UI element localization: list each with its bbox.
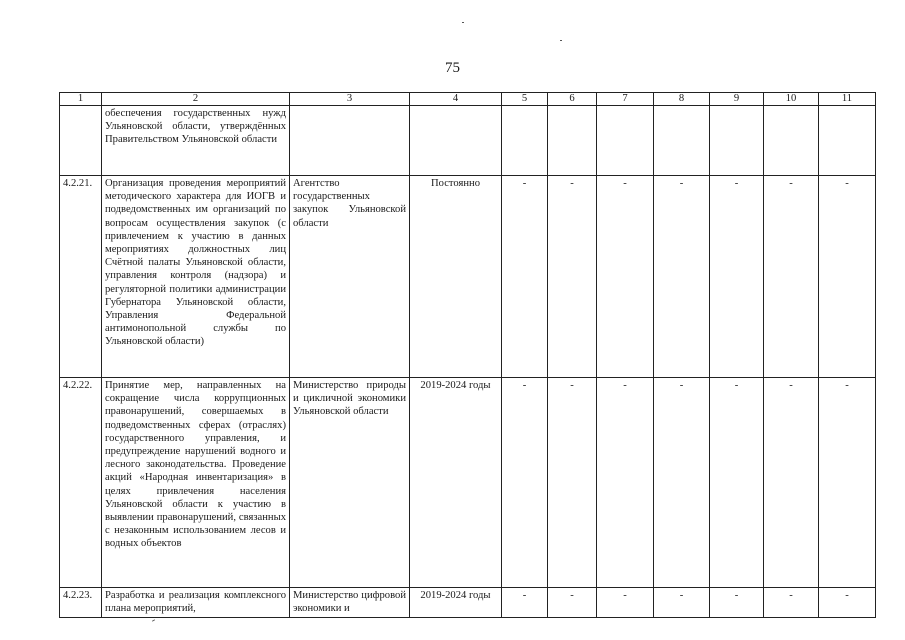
cell-description: Организация проведения мероприятий методического характера для ИОГВ и подведомственных им организаций по вопросам осуществления закупок (с привлечением к участию в данных мероприятиях должностных лиц Счётной палаты Ульяновской области, управления контроля (надзора) и регуляторной политики администрации Губернатора Ульяновской области, Управления Федеральной антимонопольной службы по Ульяновской области) (102, 176, 290, 378)
cell-6 (548, 106, 597, 176)
cell-num: 4.2.21. (60, 176, 102, 378)
cell-num (60, 106, 102, 176)
scan-speck (462, 22, 464, 23)
scan-speck (152, 619, 155, 621)
cell-7: - (597, 378, 654, 588)
cell-num: 4.2.22. (60, 378, 102, 588)
cell-7 (597, 106, 654, 176)
col-header-7: 7 (597, 93, 654, 106)
cell-num: 4.2.23. (60, 588, 102, 618)
cell-description: Принятие мер, направленных на сокращение числа коррупционных правонарушений, совершаемых в подведомственных сферах (отраслях) государственного управления, и предупреждение нарушений водного и лесного законодательства. Проведение акций «Народная инвентаризация» в целях привлечения населения Ульяновской области к участию в выявлении правонарушений, связанных с незаконным использованием лесов и водных объектов (102, 378, 290, 588)
col-header-8: 8 (654, 93, 710, 106)
cell-5: - (502, 588, 548, 618)
cell-9: - (710, 588, 764, 618)
cell-11: - (819, 176, 876, 378)
cell-11 (819, 106, 876, 176)
cell-9: - (710, 176, 764, 378)
cell-9: - (710, 378, 764, 588)
header-row (60, 93, 876, 106)
cell-term: Постоянно (410, 176, 502, 378)
col-header-2: 2 (102, 93, 290, 106)
cell-description: обеспечения государственных нужд Ульяновской области, утверждённых Правительством Ульяновской области (102, 106, 290, 176)
cell-9 (710, 106, 764, 176)
table-row (60, 588, 876, 618)
cell-5: - (502, 176, 548, 378)
cell-executor: Министерство природы и цикличной экономики Ульяновской области (290, 378, 410, 588)
cell-7: - (597, 176, 654, 378)
cell-term: 2019-2024 годы (410, 588, 502, 618)
col-header-6: 6 (548, 93, 597, 106)
cell-description: Разработка и реализация комплексного плана мероприятий, (102, 588, 290, 618)
plan-table (59, 92, 876, 618)
cell-10: - (764, 378, 819, 588)
cell-11: - (819, 588, 876, 618)
cell-6: - (548, 176, 597, 378)
cell-8: - (654, 176, 710, 378)
col-header-10: 10 (764, 93, 819, 106)
page-number: 75 (445, 60, 460, 76)
col-header-3: 3 (290, 93, 410, 106)
cell-10: - (764, 588, 819, 618)
cell-executor: Министерство цифровой экономики и (290, 588, 410, 618)
cell-6: - (548, 378, 597, 588)
cell-6: - (548, 588, 597, 618)
col-header-5: 5 (502, 93, 548, 106)
col-header-4: 4 (410, 93, 502, 106)
cell-executor: Агентство государственных закупок Ульяновской области (290, 176, 410, 378)
scan-speck (560, 40, 562, 41)
col-header-1: 1 (60, 93, 102, 106)
cell-10: - (764, 176, 819, 378)
cell-7: - (597, 588, 654, 618)
cell-8 (654, 106, 710, 176)
cell-11: - (819, 378, 876, 588)
cell-8: - (654, 378, 710, 588)
cell-10 (764, 106, 819, 176)
table-row (60, 378, 876, 588)
table-row (60, 176, 876, 378)
cell-5: - (502, 378, 548, 588)
cell-executor (290, 106, 410, 176)
cell-8: - (654, 588, 710, 618)
col-header-11: 11 (819, 93, 876, 106)
cell-term: 2019-2024 годы (410, 378, 502, 588)
table-row-continuation (60, 106, 876, 176)
col-header-9: 9 (710, 93, 764, 106)
cell-term (410, 106, 502, 176)
cell-5 (502, 106, 548, 176)
